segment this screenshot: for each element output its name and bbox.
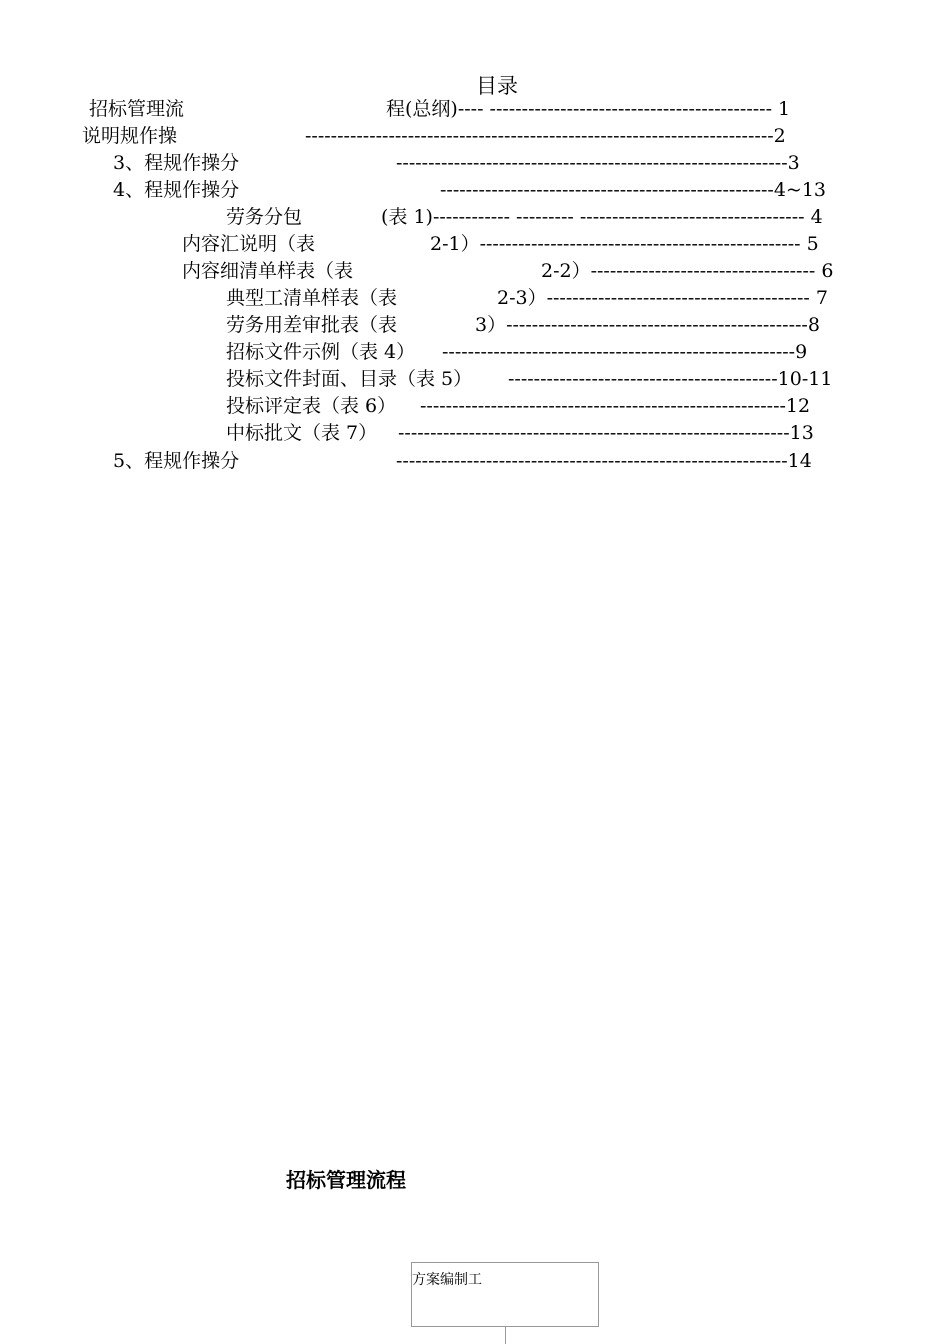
flowchart-first-box-label: 方案编制工 [412, 1272, 482, 1288]
toc-row-14-leader: -------------------------------------------------------------14 [396, 450, 812, 472]
toc-row-4-leader: ----------------------------------------------------4~13 [440, 179, 827, 201]
toc-row-9-leader: 3）-----------------------------------------------8 [475, 314, 820, 336]
toc-row-10-label: 招标文件示例（表 4） [226, 341, 416, 363]
flowchart-title: 招标管理流程 [286, 1168, 406, 1192]
toc-row-5-leader: (表 1)------------ --------- ----------------------------------- 4 [381, 206, 823, 228]
toc-row-3-leader: -------------------------------------------------------------3 [396, 152, 800, 174]
toc-row-12-label: 投标评定表（表 6） [226, 395, 397, 417]
toc-row-2-label: 说明规作操 [82, 125, 178, 147]
toc-row-6-leader: 2-1）-------------------------------------------------- 5 [430, 233, 819, 255]
toc-row-7-label: 内容细清单样表（表 [182, 260, 354, 282]
toc-row-1-label: 招标管理流 [89, 98, 185, 120]
toc-row-8-label: 典型工清单样表（表 [226, 287, 398, 309]
toc-title: 目录 [476, 74, 518, 98]
toc-row-8-leader: 2-3）----------------------------------------- 7 [497, 287, 828, 309]
toc-row-3-label: 3、程规作操分 [113, 152, 240, 174]
toc-row-13-leader: -------------------------------------------------------------13 [398, 422, 814, 444]
toc-row-14-label: 5、程规作操分 [113, 450, 240, 472]
toc-row-12-leader: ---------------------------------------------------------12 [420, 395, 811, 417]
toc-row-9-label: 劳务用差审批表（表 [226, 314, 398, 336]
toc-row-11-label: 投标文件封面、目录（表 5） [226, 368, 473, 390]
toc-row-10-leader: -------------------------------------------------------9 [442, 341, 808, 363]
toc-row-4-label: 4、程规作操分 [113, 179, 240, 201]
toc-row-13-label: 中标批文（表 7） [226, 422, 378, 444]
toc-row-5-label: 劳务分包 [226, 206, 303, 228]
toc-row-6-label: 内容汇说明（表 [182, 233, 316, 255]
toc-row-11-leader: ------------------------------------------10-11 [508, 368, 833, 390]
toc-row-1-leader: 程(总纲)---- -------------------------------------------- 1 [386, 98, 791, 120]
toc-row-7-leader: 2-2）----------------------------------- 6 [541, 260, 834, 282]
flowchart-connector-line [505, 1326, 506, 1344]
flowchart-first-box [411, 1262, 599, 1327]
toc-row-2-leader: -------------------------------------------------------------------------2 [305, 125, 786, 147]
